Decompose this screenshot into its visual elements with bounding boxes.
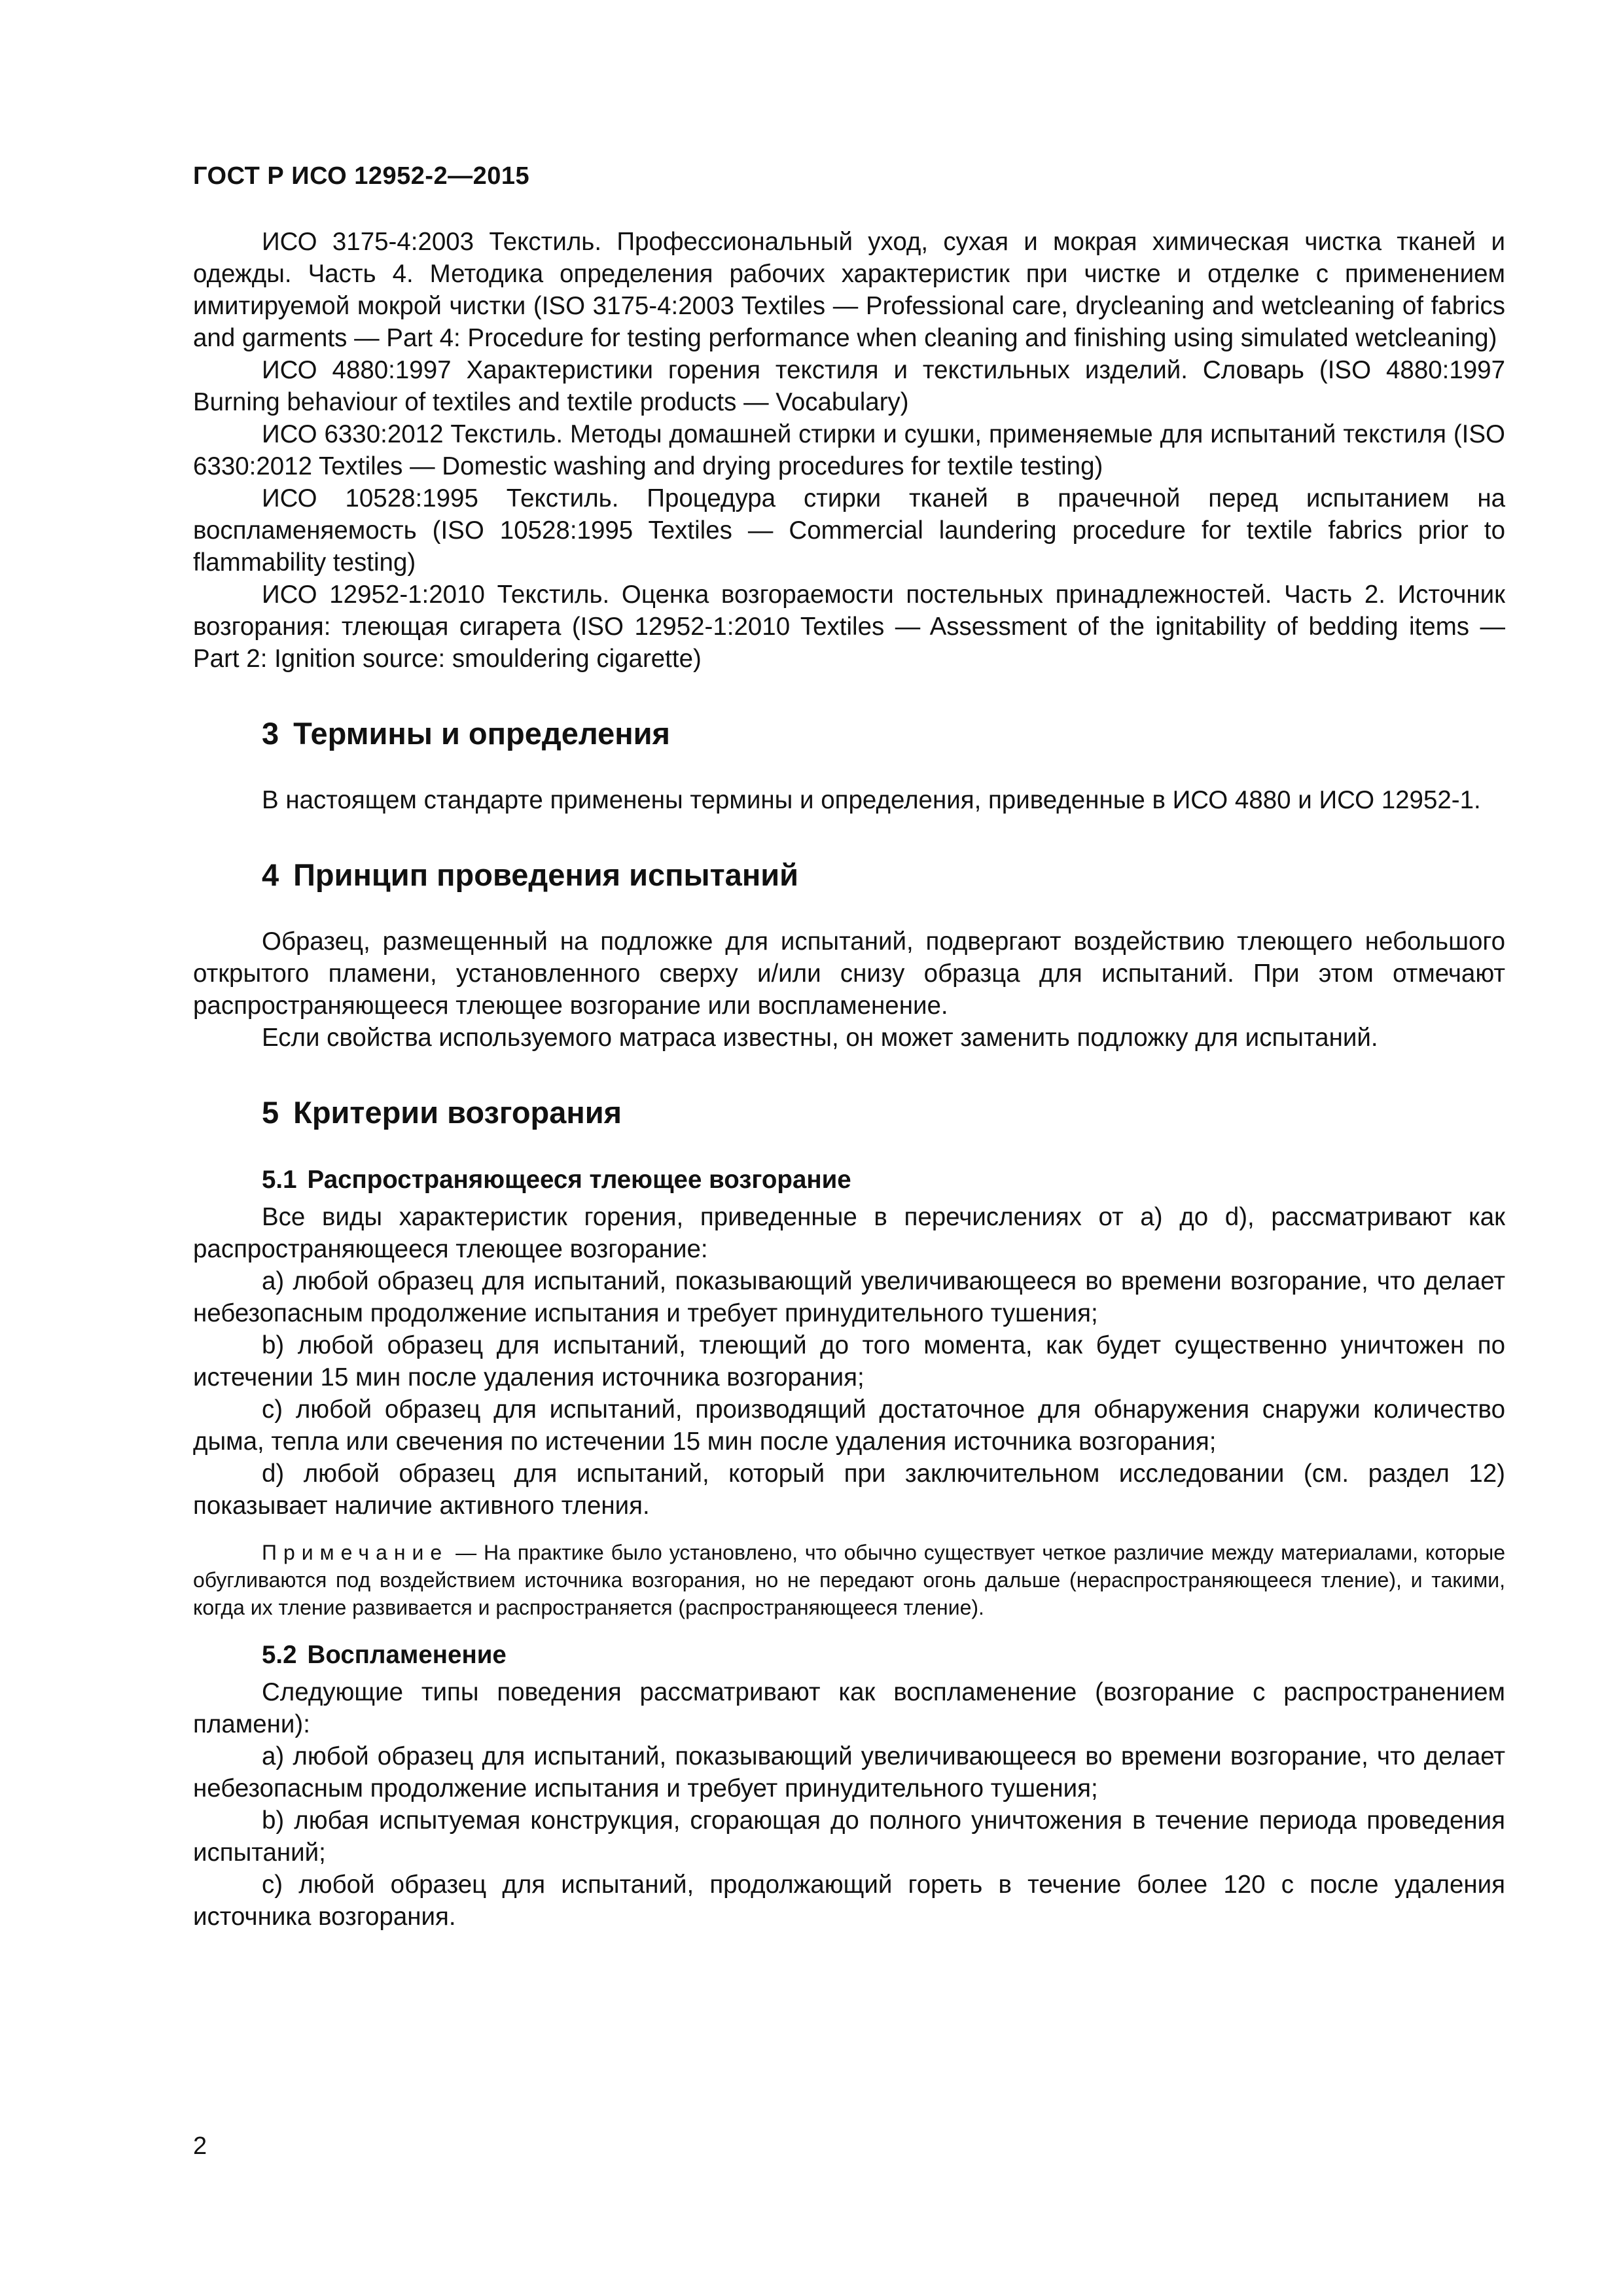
note-text: — На практике было установлено, что обычно существует четкое различие между материалами, которые обугливаются под воздействием источника возгорания, но не передают огонь дальше (нераспространяющееся тление), и такими, когда их тление развивается и распространяется (распространяющееся тление). [193,1541,1505,1619]
normative-references [193,226,1505,675]
reference-item: ИСО 10528:1995 Текстиль. Процедура стирки тканей в прачечной перед испытанием на воспламеняемость (ISO 10528:1995 Textiles — Commercial laundering procedure for textile fabrics prior to flammability testing) [193,484,1505,577]
section-heading-4 [193,854,1505,896]
section-4-paragraph: Если свойства используемого матраса известны, он может заменить подложку для испытаний. [262,1024,1378,1052]
list-item: b) любой образец для испытаний, тлеющий до того момента, как будет существенно уничтожен по истечении 15 мин после удаления источника возгорания; [193,1331,1505,1391]
section-3-text: В настоящем стандарте применены термины и определения, приведенные в ИСО 4880 и ИСО 12952-1. [262,786,1481,814]
subsection-title: Распространяющееся тлеющее возгорание [307,1166,851,1194]
subsection-intro: Следующие типы поведения рассматривают как воспламенение (возгорание с распространением пламени): [193,1678,1505,1738]
subsection-intro: Все виды характеристик горения, приведенные в перечислениях от а) до d), рассматривают как распространяющееся тлеющее возгорание: [193,1203,1505,1263]
section-heading-5 [193,1092,1505,1134]
list-item: c) любой образец для испытаний, производящий достаточное для обнаружения снаружи количество дыма, тепла или свечения по истечении 15 мин после удаления источника возгорания; [193,1395,1505,1456]
section-4-paragraph: Образец, размещенный на подложке для испытаний, подвергают воздействию тлеющего небольшого открытого пламени, установленного сверху и/или снизу образца для испытаний. При этом отмечают распространяющееся тлеющее возгорание или воспламенение. [193,927,1505,1020]
note-label: Примечание [262,1541,449,1564]
list-item: b) любая испытуемая конструкция, сгорающая до полного уничтожения в течение периода проведения испытаний; [193,1806,1505,1867]
reference-item: ИСО 12952-1:2010 Текстиль. Оценка возгораемости постельных принадлежностей. Часть 2. Источник возгорания: тлеющая сигарета (ISO 12952-1:2010 Textiles — Assessment of the ignitability of bedding items — Part 2: Ignition source: smouldering cigarette) [193,581,1505,673]
reference-item: ИСО 3175-4:2003 Текстиль. Профессиональный уход, сухая и мокрая химическая чистка тканей и одежды. Часть 4. Методика определения рабочих характеристик при чистке и отделке с применением имитируемой мокрой чистки (ISO 3175-4:2003 Textiles — Professional care, drycleaning and wetcleaning of fabrics and garments — Part 4: Procedure for testing performance when cleaning and finishing using simulated wetcleaning) [193,228,1505,352]
section-title: Критерии возгорания [293,1095,622,1130]
page-content [193,226,1505,1933]
section-number: 3 [262,716,279,751]
section-number: 5 [262,1095,279,1130]
standard-header: ГОСТ Р ИСО 12952-2—2015 [193,162,530,190]
list-item: c) любой образец для испытаний, продолжающий гореть в течение более 120 с после удаления источника возгорания. [193,1871,1505,1931]
list-item: d) любой образец для испытаний, который при заключительном исследовании (см. раздел 12) показывает наличие активного тления. [193,1460,1505,1520]
reference-item: ИСО 4880:1997 Характеристики горения текстиля и текстильных изделий. Словарь (ISO 4880:1997 Burning behaviour of textiles and textile products — Vocabulary) [193,356,1505,416]
section-heading-3 [193,713,1505,755]
section-number: 4 [262,857,279,892]
subsection-title: Воспламенение [307,1641,507,1669]
subsection-number: 5.2 [262,1641,297,1669]
section-title: Термины и определения [293,716,670,751]
page-number: 2 [193,2132,207,2160]
note [193,1539,1505,1621]
list-item: а) любой образец для испытаний, показывающий увеличивающееся во времени возгорание, что делает небезопасным продолжение испытания и требует принудительного тушения; [193,1742,1505,1803]
reference-item: ИСО 6330:2012 Текстиль. Методы домашней стирки и сушки, применяемые для испытаний текстиля (ISO 6330:2012 Textiles — Domestic washing and drying procedures for textile testing) [193,420,1505,480]
subsection-heading-5-2 [193,1638,1505,1672]
list-item: а) любой образец для испытаний, показывающий увеличивающееся во времени возгорание, что делает небезопасным продолжение испытания и требует принудительного тушения; [193,1267,1505,1327]
subsection-number: 5.1 [262,1166,297,1194]
section-title: Принцип проведения испытаний [293,857,798,892]
subsection-heading-5-1 [193,1163,1505,1197]
